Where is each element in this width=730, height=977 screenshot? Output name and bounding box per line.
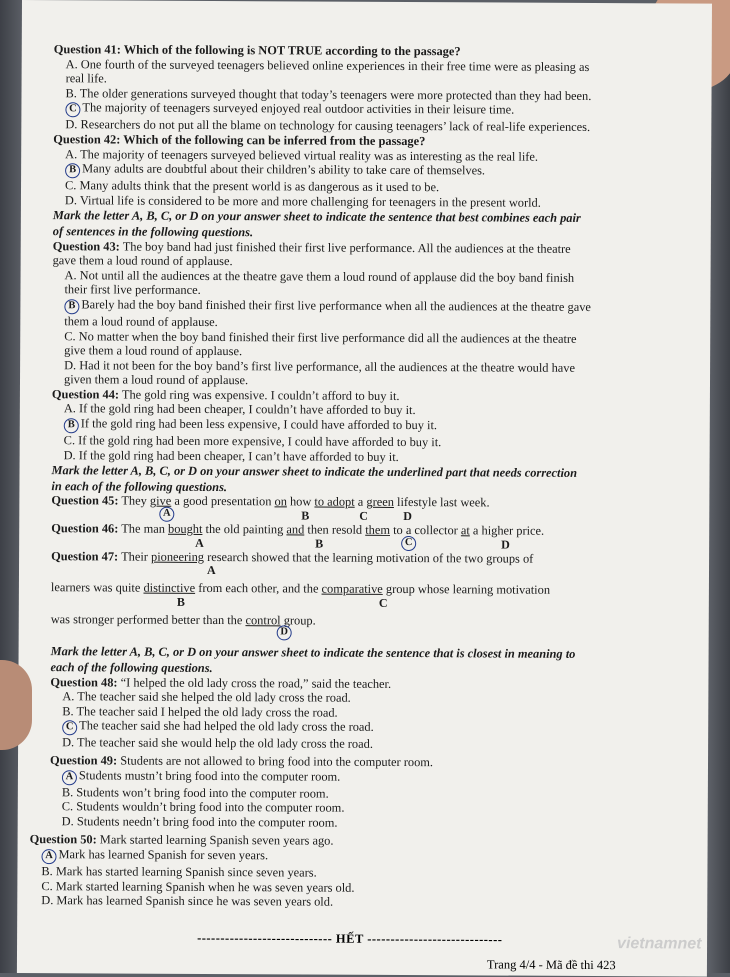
q47-letter-c: C	[378, 595, 388, 610]
q47-text: was stronger performed better than the	[50, 611, 246, 627]
answer-circle: B	[64, 418, 79, 433]
q46-underline-a: bought	[167, 521, 203, 536]
q49-option-c: C. Students wouldn’t bring food into the computer room.	[61, 799, 345, 815]
q48-label: Question 48:	[50, 674, 118, 690]
q41-option-a-cont: real life.	[65, 71, 107, 86]
q45-text: lifestyle last week.	[393, 495, 490, 510]
q43-option-d-cont: given them a loud round of applause.	[63, 372, 249, 388]
q44-option-a: A. If the gold ring had been cheaper, I couldn’t have afforded to buy it.	[63, 401, 416, 418]
q49-option-b: B. Students won’t bring food into the computer room.	[61, 784, 329, 801]
q50-option-c: C. Mark started learning Spanish when he was seven years old.	[41, 878, 355, 895]
q45-letter-c: C	[359, 508, 369, 523]
answer-circle: A	[159, 507, 174, 522]
q47-text: group whose learning motivation	[382, 582, 551, 597]
answer-circle: D	[277, 626, 292, 641]
q41-option-a: A. One fourth of the surveyed teenagers believed online experiences in their free time were as pleasing as	[65, 56, 590, 74]
vietnamnet-watermark: vietnamnet	[617, 935, 702, 953]
q47-underline-d: control	[245, 612, 281, 628]
q45-text: how	[286, 494, 315, 509]
page-number: Trang 4/4 - Mã đề thi 423	[486, 957, 616, 973]
q41-option-c-text: The majority of teenagers surveyed enjoyed real outdoor activities in their leisure time.	[82, 100, 515, 117]
q49-option-a-text: Students mustn’t bring food into the computer room.	[78, 767, 341, 784]
q43-stem-cont: gave them a loud round of applause.	[52, 253, 233, 269]
q43-label: Question 43:	[52, 238, 120, 254]
q44-stem: The gold ring was expensive. I couldn’t afford to buy it.	[119, 387, 400, 403]
q46-underline-d: at	[460, 523, 470, 538]
q45-text: a good presentation	[171, 494, 275, 509]
answer-circle: C	[401, 536, 416, 551]
instruction-correction-cont: in each of the following questions.	[51, 479, 228, 494]
q48-option-d: D. The teacher said she would help the old lady cross the road.	[62, 735, 373, 752]
q46-letter-b: B	[315, 536, 324, 551]
answer-circle: B	[64, 299, 79, 314]
q47-underline-a: pioneering	[150, 549, 205, 564]
answer-circle: A	[62, 770, 77, 785]
answer-circle: C	[62, 721, 77, 736]
q47-underline-b: distinctive	[143, 580, 196, 596]
q43-option-c-cont: give them a loud round of applause.	[64, 343, 243, 359]
q48-stem: “I helped the old lady cross the road,” said the teacher.	[117, 675, 392, 691]
q48-option-b: B. The teacher said I helped the old lady cross the road.	[62, 704, 338, 720]
end-marker: ----------------------------- HẾT -----------------------------	[197, 930, 503, 947]
q47-letter-b: B	[176, 594, 185, 609]
q45-underline-b: on	[274, 494, 287, 509]
q46-text: The man	[118, 521, 169, 536]
exam-content	[29, 42, 674, 911]
q42-option-d: D. Virtual life is considered to be more and more challenging for teenagers in the present world.	[64, 192, 541, 210]
q42-option-b-text: Many adults are doubtful about their children’s ability to take care of themselves.	[82, 161, 486, 178]
q47-text: learners was quite	[50, 580, 144, 595]
q43-stem: The boy band had just finished their first live performance. All the audiences at the theatre	[119, 239, 571, 256]
q50-option-b: B. Mark has started learning Spanish since seven years.	[41, 864, 317, 880]
q46-text: the old painting	[202, 521, 287, 537]
instruction-combine: Mark the letter A, B, C, or D on your answer sheet to indicate the sentence that best combines each pair	[52, 208, 581, 226]
q45-underline-d: green	[366, 495, 394, 510]
q47-letter-a: A	[206, 563, 216, 578]
instruction-combine-cont: of sentences in the following questions.	[52, 224, 254, 240]
q46-text: then resold	[304, 522, 366, 537]
exam-paper	[17, 0, 712, 977]
q44-option-c: C. If the gold ring had been more expensive, I could have afforded to buy it.	[63, 433, 442, 450]
q45-letter-d: D	[403, 509, 413, 524]
q47-text: group.	[280, 613, 316, 628]
q44-option-b-text: If the gold ring had been less expensive, I could have afforded to buy it.	[80, 416, 438, 433]
answer-circle: A	[41, 849, 56, 864]
q46-letter-d: D	[501, 537, 510, 552]
q42-stem: Question 42: Which of the following can be inferred from the passage?	[53, 132, 426, 149]
q50-option-d: D. Mark has learned Spanish since he was seven years old.	[41, 893, 334, 909]
q46-text: a higher price.	[469, 523, 545, 538]
q42-option-c: C. Many adults think that the present world is as dangerous as it used to be.	[64, 178, 440, 195]
q47-underline-c: comparative	[321, 581, 383, 597]
answer-circle: C	[65, 103, 80, 118]
q50-label: Question 50:	[29, 832, 97, 847]
q45-label: Question 45:	[51, 493, 119, 508]
q48-option-a: A. The teacher said she helped the old lady cross the road.	[62, 689, 351, 705]
q46-label: Question 46:	[51, 521, 119, 536]
q49-stem: Students are not allowed to bring food into the computer room.	[117, 753, 434, 770]
q43-option-c: C. No matter when the boy band finished their first live performance did all the audiences at the theatre	[64, 328, 577, 346]
q50-stem: Mark started learning Spanish seven years ago.	[96, 832, 334, 848]
q46-underline-b: and	[286, 522, 305, 537]
q45-underline-a: give	[149, 494, 172, 509]
q41-stem: Question 41: Which of the following is NOT TRUE according to the passage?	[53, 42, 461, 59]
q43-option-b-text: Barely had the boy band finished their first live performance when all the audiences at the theatre gave	[81, 297, 591, 314]
q47-text: research showed that the learning motivation of the two groups of	[203, 549, 534, 566]
q42-option-a: A. The majority of teenagers surveyed believed virtual reality was as interesting as the real life.	[65, 146, 539, 164]
instruction-meaning: Mark the letter A, B, C, or D on your answer sheet to indicate the sentence that is closest in meaning to	[50, 644, 576, 662]
q45-text: They	[118, 493, 150, 509]
q43-option-a: A. Not until all the audiences at the theatre gave them a loud round of applause did the boy band finish	[64, 267, 575, 285]
q49-option-d: D. Students needn’t bring food into the computer room.	[61, 813, 338, 830]
instruction-meaning-cont: each of the following questions.	[50, 660, 213, 676]
q47-text: from each other, and the	[195, 581, 322, 596]
q46-letter-a: A	[195, 535, 204, 550]
q45-letter-b: B	[301, 508, 310, 523]
q49-label: Question 49:	[49, 753, 118, 768]
q46-underline-c: them	[365, 522, 391, 537]
q44-label: Question 44:	[51, 387, 120, 402]
instruction-correction: Mark the letter A, B, C, or D on your answer sheet to indicate the underlined part that needs correction	[51, 463, 578, 481]
q45-underline-c: to adopt	[314, 494, 355, 510]
q48-option-c-text: The teacher said she had helped the old lady cross the road.	[79, 718, 374, 735]
q43-option-d: D. Had it not been for the boy band’s first live performance, all the audiences at the theatre would have	[64, 357, 576, 375]
answer-circle: B	[65, 163, 80, 178]
q43-option-a-cont: their first live performance.	[64, 282, 201, 298]
q44-option-d: D. If the gold ring had been cheaper, I can’t have afforded to buy it.	[63, 447, 399, 464]
q43-option-b-cont: them a loud round of applause.	[64, 314, 218, 329]
q45-text: a	[354, 495, 367, 510]
q50-option-a-text: Mark has learned Spanish for seven years.	[58, 847, 269, 863]
q41-option-d: D. Researchers do not put all the blame on technology for causing teenagers’ lack of real-life experiences.	[65, 117, 591, 135]
q41-option-b: B. The older generations surveyed thought that today’s teenagers were more protected than they had been.	[65, 86, 592, 103]
q46-text: to a collector	[389, 522, 461, 538]
q47-label: Question 47:	[51, 548, 119, 564]
q47-text: Their	[118, 549, 152, 564]
